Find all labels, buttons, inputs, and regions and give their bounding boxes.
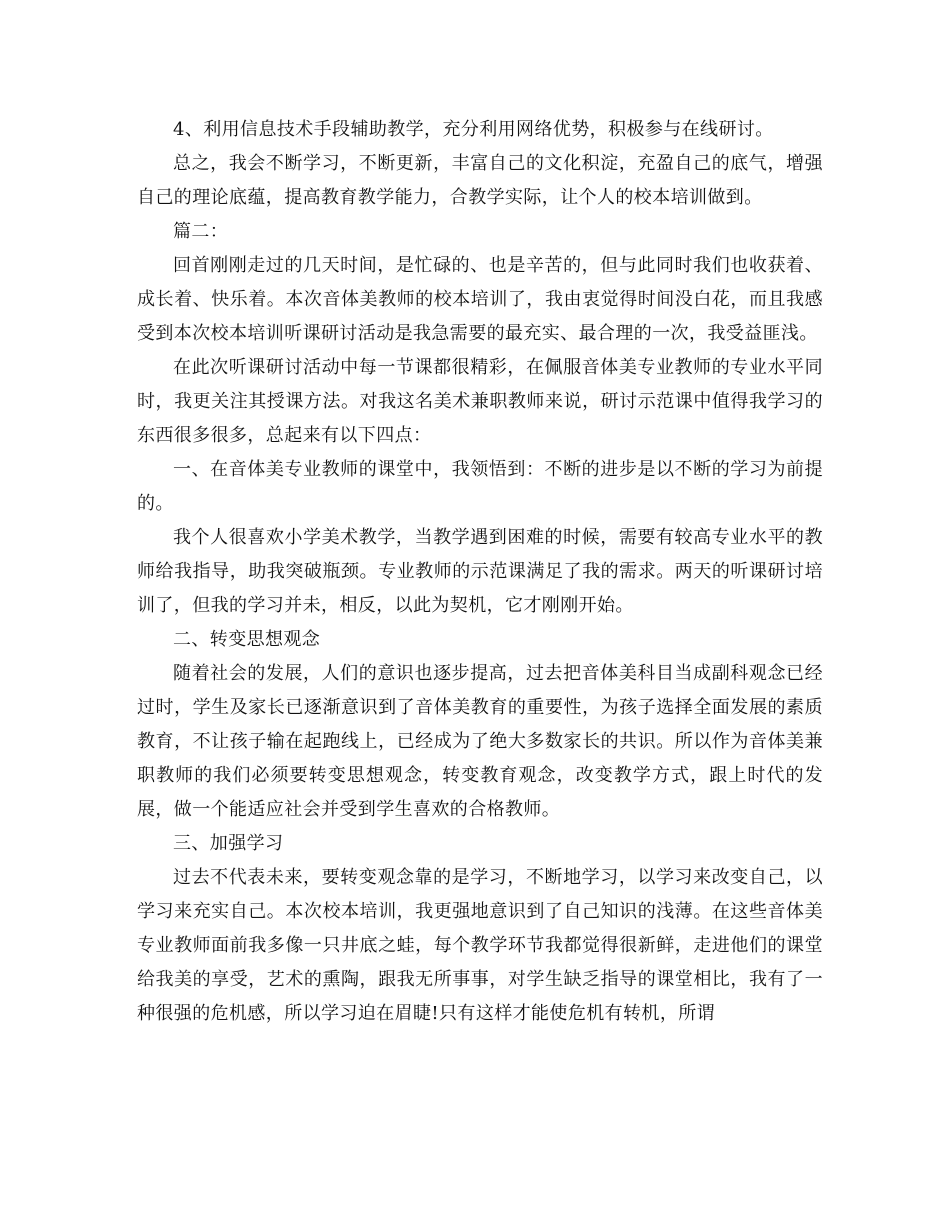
- section-heading-point-two: 二、转变思想观念: [173, 629, 321, 650]
- paragraph-item-4: 4、利用信息技术手段辅助教学，充分利用网络优势，积极参与在线研讨。: [173, 119, 774, 140]
- paragraph-conclusion: 总之，我会不断学习，不断更新，丰富自己的文化积淀，充盈自己的底气，增强自己的理论底蕴，提高教育教学能力，合教学实际，让个人的校本培训做到。: [137, 153, 823, 208]
- section-heading-part-two: 篇二：: [173, 221, 229, 242]
- paragraph-mindset: 随着社会的发展，人们的意识也逐步提高，过去把音体美科目当成副科观念已经过时，学生及家长已逐渐意识到了音体美教育的重要性，为孩子选择全面发展的素质教育，不让孩子输在起跑线上，已经成为了绝大多数家长的共识。所以作为音体美兼职教师的我们必须要转变思想观念，转变教育观念，改变教学方式，跟上时代的发展，做一个能适应社会并受到学生喜欢的合格教师。: [137, 663, 823, 820]
- paragraph-intro: 回首刚刚走过的几天时间，是忙碌的、也是辛苦的，但与此同时我们也收获着、成长着、快乐着。本次音体美教师的校本培训了，我由衷觉得时间没白花，而且我感受到本次校本培训听课研讨活动是我急需要的最充实、最合理的一次，我受益匪浅。: [137, 255, 823, 344]
- paragraph-point-one: 一、在音体美专业教师的课堂中，我领悟到：不断的进步是以不断的学习为前提的。: [137, 459, 823, 514]
- document-body: [137, 113, 823, 1031]
- paragraph-learning: 过去不代表未来，要转变观念靠的是学习，不断地学习，以学习来改变自己，以学习来充实自己。本次校本培训，我更强地意识到了自己知识的浅薄。在这些音体美专业教师面前我多像一只井底之蛙，每个教学环节我都觉得很新鲜，走进他们的课堂给我美的享受，艺术的熏陶，跟我无所事事，对学生缺乏指导的课堂相比，我有了一种很强的危机感，所以学习迫在眉睫!只有这样才能使危机有转机，所谓: [137, 867, 823, 1024]
- paragraph-observation: 在此次听课研讨活动中每一节课都很精彩，在佩服音体美专业教师的专业水平同时，我更关注其授课方法。对我这名美术兼职教师来说，研讨示范课中值得我学习的东西很多很多，总起来有以下四点：: [137, 357, 823, 446]
- paragraph-personal: 我个人很喜欢小学美术教学，当教学遇到困难的时候，需要有较高专业水平的教师给我指导，助我突破瓶颈。专业教师的示范课满足了我的需求。两天的听课研讨培训了，但我的学习并未，相反，以此为契机，它才刚刚开始。: [137, 527, 823, 616]
- section-heading-point-three: 三、加强学习: [173, 833, 284, 854]
